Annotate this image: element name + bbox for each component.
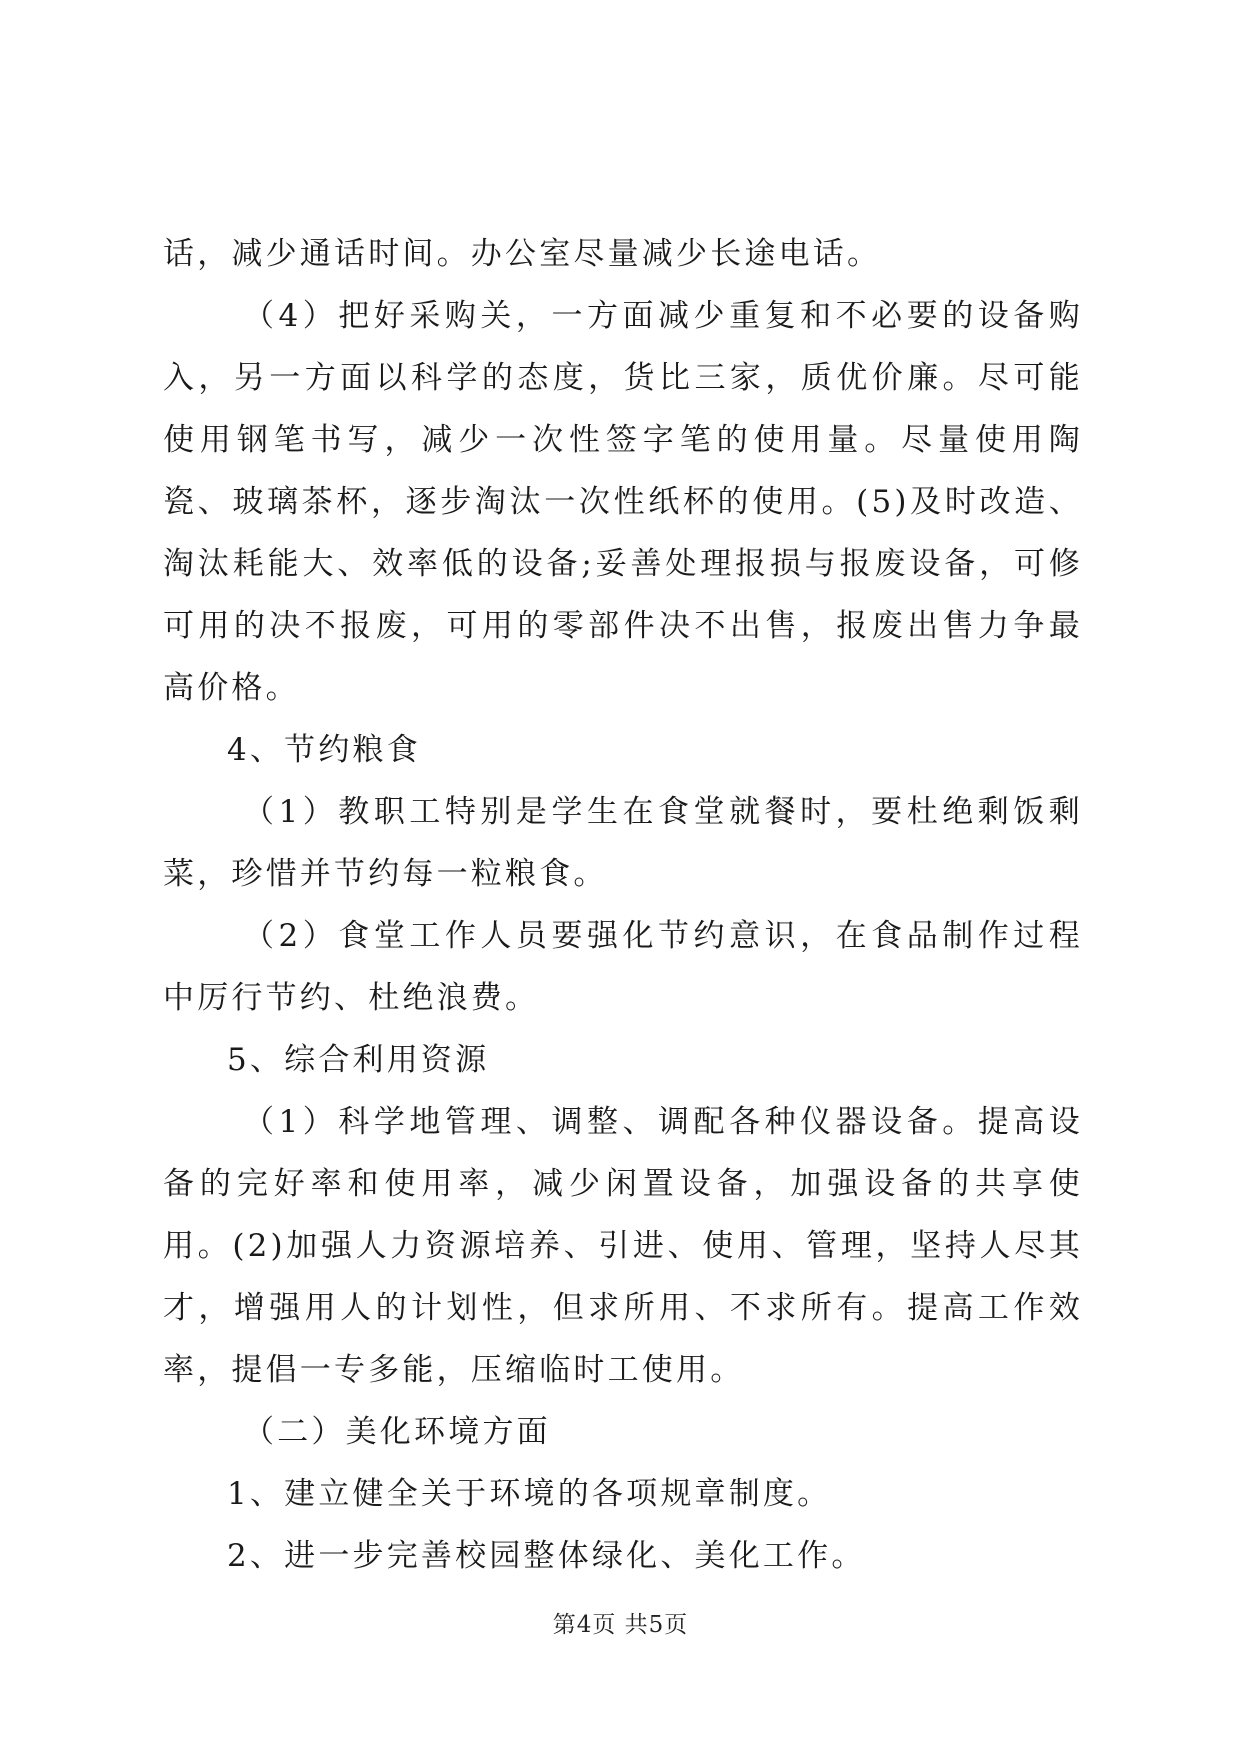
paragraph-5: （1）科学地管理、调整、调配各种仪器设备。提高设备的完好率和使用率，减少闲置设备，加强设备的共享使用。(2)加强人力资源培养、引进、使用、管理，坚持人尽其才，增强用人的计划性，但求所用、不求所有。提高工作效率，提倡一专多能，压缩临时工使用。 (163, 1104, 1083, 1388)
paragraph-3: （1）教职工特别是学生在食堂就餐时，要杜绝剩饭剩菜，珍惜并节约每一粒粮食。 (163, 794, 1083, 892)
page-footer: 第4页 共5页 (552, 1612, 689, 1638)
section-heading-4: 4、节约粮食 (227, 732, 421, 768)
list-item-2: 2、进一步完善校园整体绿化、美化工作。 (227, 1538, 866, 1574)
paragraph-4: （2）食堂工作人员要强化节约意识，在食品制作过程中厉行节约、杜绝浪费。 (163, 918, 1083, 1016)
paragraph-2: （4）把好采购关，一方面减少重复和不必要的设备购入，另一方面以科学的态度，货比三家，质优价廉。尽可能使用钢笔书写，减少一次性签字笔的使用量。尽量使用陶瓷、玻璃茶杯，逐步淘汰一次性纸杯的使用。(5)及时改造、淘汰耗能大、效率低的设备;妥善处理报损与报废设备，可修可用的决不报废，可用的零部件决不出售，报废出售力争最高价格。 (163, 298, 1083, 706)
section-heading-5: 5、综合利用资源 (227, 1042, 490, 1078)
list-item-1: 1、建立健全关于环境的各项规章制度。 (227, 1476, 832, 1512)
document-body (163, 223, 1083, 1587)
section-heading-environment: （二）美化环境方面 (243, 1414, 551, 1450)
paragraph-1: 话，减少通话时间。办公室尽量减少长途电话。 (163, 236, 882, 272)
